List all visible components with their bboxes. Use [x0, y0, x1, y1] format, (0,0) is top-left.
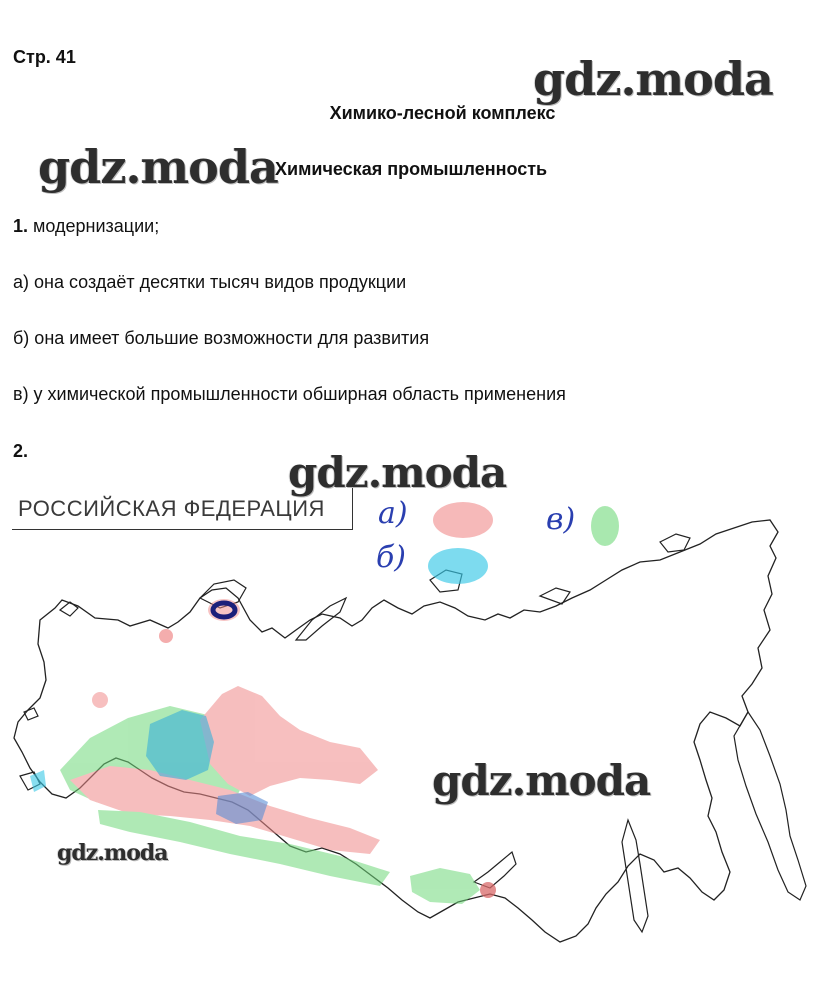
legend-swatch-b — [428, 548, 488, 584]
question-2-number: 2. — [13, 441, 29, 461]
answer-c: в) у химической промышленности обширная область применения — [13, 384, 566, 404]
watermark: gdz.moda — [533, 52, 773, 106]
legend-label-b: б) — [376, 540, 407, 575]
zone-red-dot-west — [92, 692, 108, 708]
watermark: gdz.moda — [57, 840, 168, 866]
zone-blue-west — [30, 770, 46, 792]
map-title: РОССИЙСКАЯ ФЕДЕРАЦИЯ — [18, 496, 325, 521]
page-title: Химико-лесной комплекс — [329, 103, 556, 123]
zone-red-dot-northwest — [159, 629, 173, 643]
answer-1-text: модернизации; — [33, 216, 160, 236]
zone-red-ural — [200, 686, 378, 796]
watermark: gdz.moda — [432, 756, 651, 805]
answer-a: а) она создаёт десятки тысяч видов продукции — [13, 272, 407, 292]
legend-swatch-c — [591, 506, 619, 546]
answer-1 — [13, 216, 159, 237]
legend-label-c: в) — [546, 502, 576, 537]
legend-label-a: а) — [378, 496, 408, 531]
watermark: gdz.moda — [288, 448, 507, 497]
zone-red-dot-east — [480, 882, 496, 898]
kola-marker — [208, 599, 240, 621]
page-label: Стр. 41 — [13, 47, 76, 67]
watermark: gdz.moda — [38, 140, 278, 194]
answer-b: б) она имеет большие возможности для развития — [13, 328, 430, 348]
question-1-number: 1. — [13, 216, 29, 236]
section-subtitle: Химическая промышленность — [275, 159, 548, 179]
legend-swatch-a — [433, 502, 493, 538]
russia-map — [0, 480, 835, 1006]
